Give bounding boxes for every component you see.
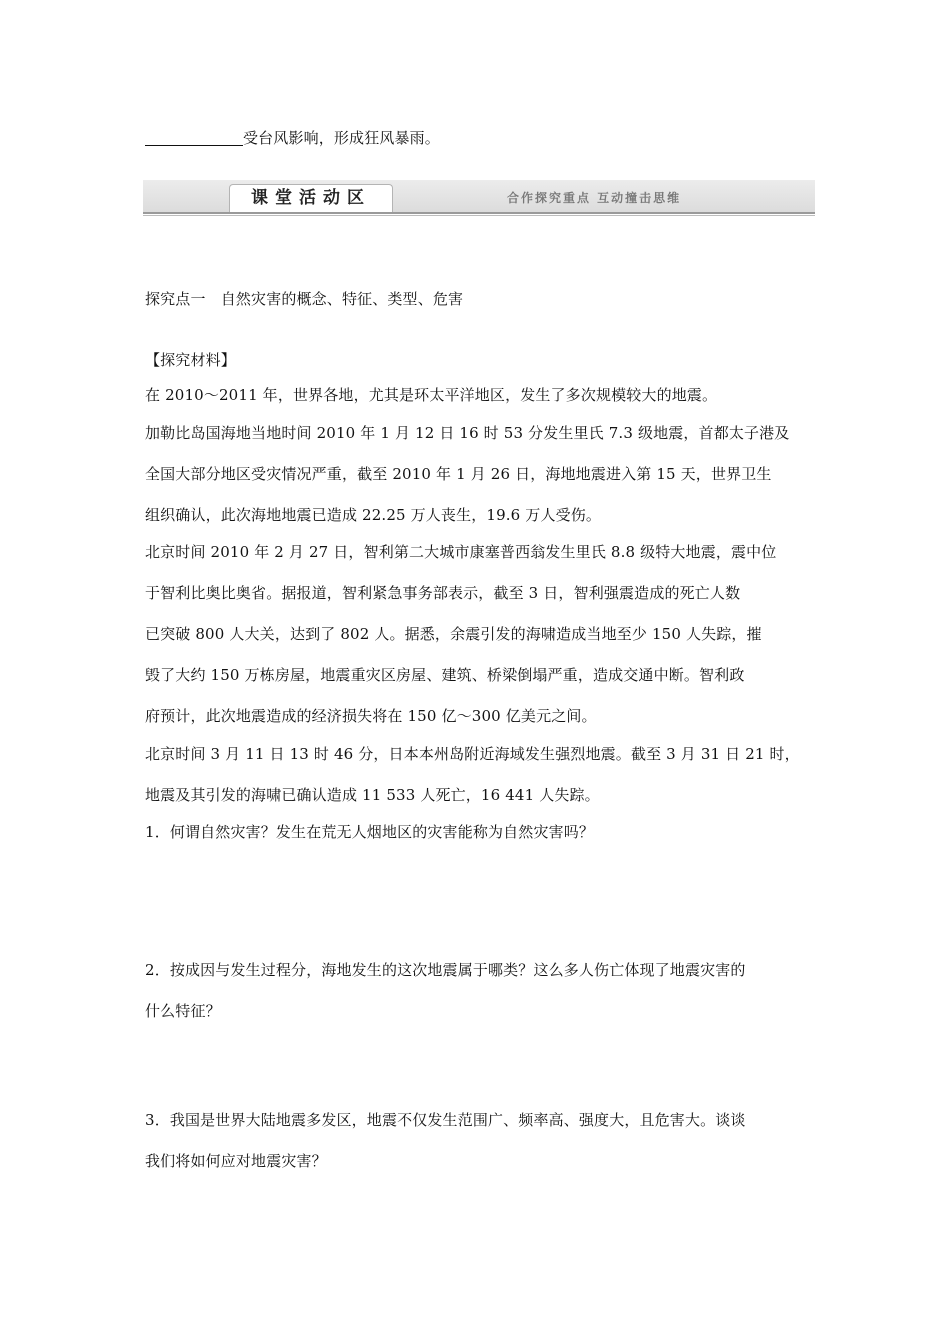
question-3: 3．我国是世界大陆地震多发区，地震不仅发生范围广、频率高、强度大，且危害大。谈谈 xyxy=(145,1111,746,1129)
question-2: 2．按成因与发生过程分，海地发生的这次地震属于哪类？这么多人伤亡体现了地震灾害的 xyxy=(145,961,746,979)
paragraph-line: 北京时间 2010 年 2 月 27 日，智利第二大城市康塞普西翁发生里氏 8.8 级特大地震，震中位 xyxy=(145,543,777,561)
banner-subtitle: 合作探究重点 互动撞击思维 xyxy=(507,191,682,205)
paragraph-line: 毁了大约 150 万栋房屋，地震重灾区房屋、建筑、桥梁倒塌严重，造成交通中断。智利政 xyxy=(145,666,745,684)
paragraph-line: 地震及其引发的海啸已确认造成 11 533 人死亡，16 441 人失踪。 xyxy=(145,786,600,804)
paragraph-line: 北京时间 3 月 11 日 13 时 46 分，日本本州岛附近海域发生强烈地震。截至 3 月 31 日 21 时， xyxy=(145,745,800,763)
question-3-cont: 我们将如何应对地震灾害？ xyxy=(145,1152,327,1170)
material-heading: 【探究材料】 xyxy=(145,351,236,369)
banner-divider-thin xyxy=(143,215,815,216)
fill-in-blank[interactable] xyxy=(145,131,243,146)
paragraph-line: 在 2010～2011 年，世界各地，尤其是环太平洋地区，发生了多次规模较大的地震。 xyxy=(145,386,718,404)
paragraph-line: 加勒比岛国海地当地时间 2010 年 1 月 12 日 16 时 53 分发生里氏 7.3 级地震，首都太子港及 xyxy=(145,424,790,442)
paragraph-line: 全国大部分地区受灾情况严重，截至 2010 年 1 月 26 日，海地地震进入第 15 天，世界卫生 xyxy=(145,465,772,483)
question-1: 1．何谓自然灾害？发生在荒无人烟地区的灾害能称为自然灾害吗？ xyxy=(145,823,595,841)
top-line-text: 受台风影响，形成狂风暴雨。 xyxy=(243,129,440,147)
paragraph-line: 府预计，此次地震造成的经济损失将在 150 亿～300 亿美元之间。 xyxy=(145,707,597,725)
paragraph-line: 组织确认，此次海地地震已造成 22.25 万人丧生，19.6 万人受伤。 xyxy=(145,506,602,524)
banner-divider xyxy=(143,212,815,214)
section-banner xyxy=(143,180,815,218)
paragraph-line: 于智利比奥比奥省。据报道，智利紧急事务部表示，截至 3 日，智利强震造成的死亡人数 xyxy=(145,584,741,602)
banner-title: 课堂活动区 xyxy=(229,184,393,212)
section-title: 探究点一 自然灾害的概念、特征、类型、危害 xyxy=(145,290,464,308)
paragraph-line: 已突破 800 人大关，达到了 802 人。据悉，余震引发的海啸造成当地至少 150 人失踪，摧 xyxy=(145,625,762,643)
question-2-cont: 什么特征？ xyxy=(145,1002,221,1020)
top-line xyxy=(145,128,440,148)
